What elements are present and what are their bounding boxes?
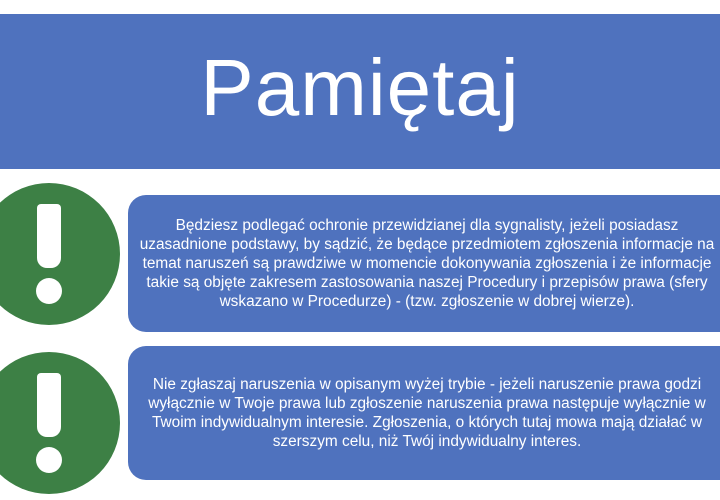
note-box xyxy=(128,195,720,332)
slide-title: Pamiętaj xyxy=(200,42,520,132)
title-banner xyxy=(0,14,720,169)
exclamation-icon xyxy=(34,204,64,304)
exclamation-icon xyxy=(34,373,64,473)
note-text: Będziesz podlegać ochronie przewidzianej dla sygnalisty, jeżeli posiadasz uzasadnione podstawy, by sądzić, że będące przedmiotem zgłoszenia informacje na temat naruszeń są prawdziwe w momencie dokonywania zgłoszenia i że informacje takie są objęte zakresem zastosowania naszej Procedury i przepisów prawa (sfery wskazano w Procedurze) - (tzw. zgłoszenie w dobrej wierze). xyxy=(139,217,715,310)
warning-circle xyxy=(0,352,120,494)
warning-circle xyxy=(0,183,120,325)
note-text: Nie zgłaszaj naruszenia w opisanym wyżej trybie - jeżeli naruszenie prawa godzi wyłącznie w Twoje prawa lub zgłoszenie naruszenia prawa następuje wyłącznie w Twoim indywidualnym interesie. Zgłoszenia, o których tutaj mowa mają działać w szerszym celu, niż Twój indywidualny interes. xyxy=(148,376,706,450)
note-box xyxy=(128,346,720,480)
